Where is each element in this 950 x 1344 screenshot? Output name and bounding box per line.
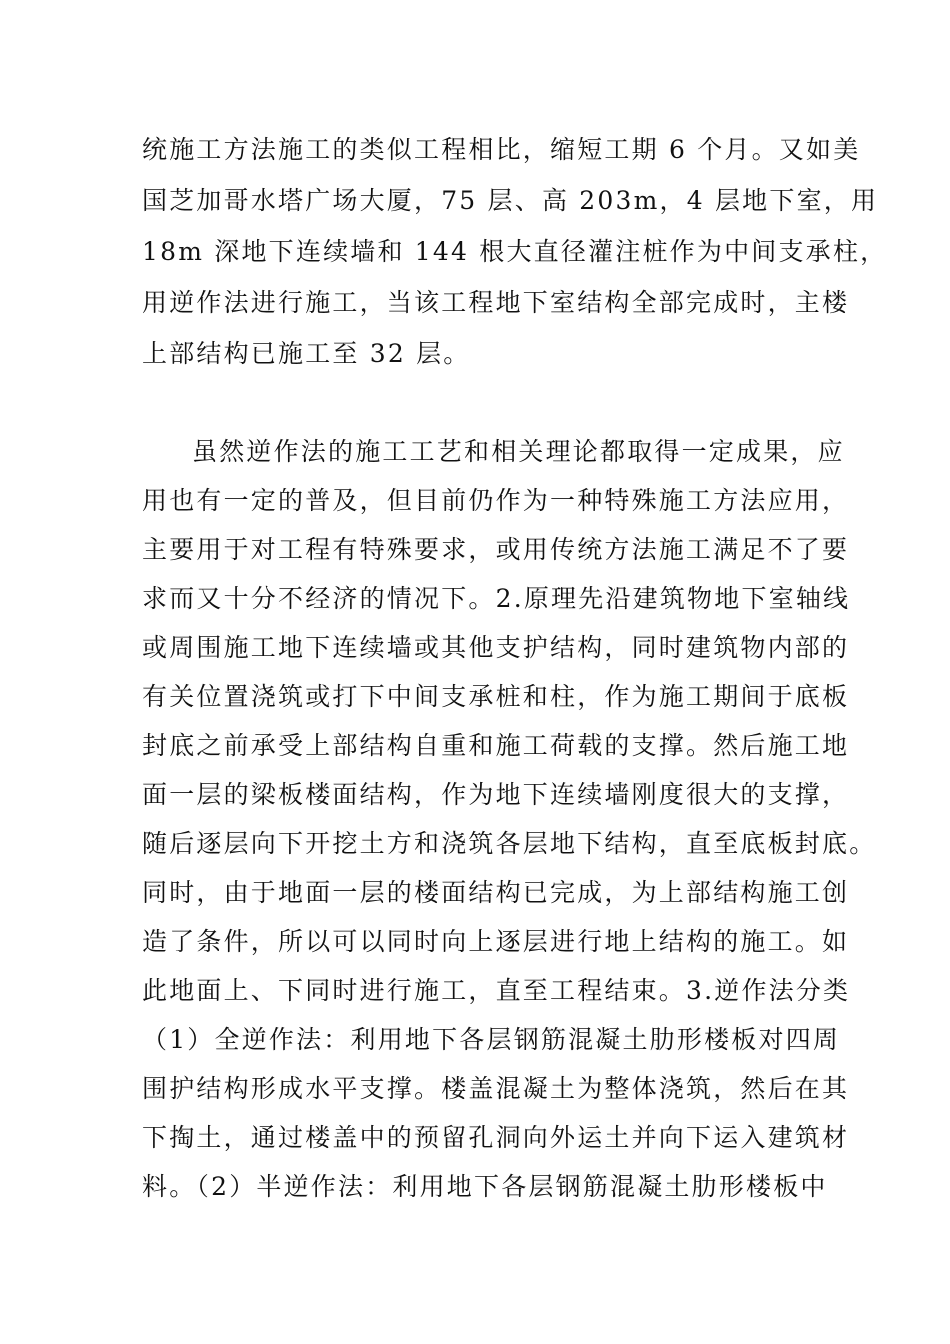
text-line: 上部结构已施工至 32 层。 [142,339,471,368]
text-line: 下掏土，通过楼盖中的预留孔洞向外运土并向下运入建筑材 [142,1123,850,1152]
text-line: 用也有一定的普及，但目前仍作为一种特殊施工方法应用， [142,486,850,515]
text-line: 随后逐层向下开挖土方和浇筑各层地下结构，直至底板封底。 [142,829,877,858]
text-line: 有关位置浇筑或打下中间支承桩和柱，作为施工期间于底板 [142,682,850,711]
text-line: （1）全逆作法：利用地下各层钢筋混凝土肋形楼板对四周 [142,1025,841,1054]
text-line: 求而又十分不经济的情况下。2.原理先沿建筑物地下室轴线 [142,584,851,613]
text-line: 料。（2）半逆作法：利用地下各层钢筋混凝土肋形楼板中 [142,1172,828,1201]
text-line: 造了条件，所以可以同时向上逐层进行地上结构的施工。如 [142,927,850,956]
text-line: 国芝加哥水塔广场大厦，75 层、高 203m，4 层地下室，用 [142,186,879,215]
text-line: 同时，由于地面一层的楼面结构已完成，为上部结构施工创 [142,878,850,907]
text-line: 主要用于对工程有特殊要求，或用传统方法施工满足不了要 [142,535,850,564]
text-line: 统施工方法施工的类似工程相比，缩短工期 6 个月。又如美 [142,135,861,164]
text-line: 用逆作法进行施工，当该工程地下室结构全部完成时，主楼 [142,288,850,317]
text-line: 或周围施工地下连续墙或其他支护结构，同时建筑物内部的 [142,633,850,662]
text-line: 封底之前承受上部结构自重和施工荷载的支撑。然后施工地 [142,731,850,760]
text-line: 18m 深地下连续墙和 144 根大直径灌注桩作为中间支承柱， [142,237,888,266]
text-line: 围护结构形成水平支撑。楼盖混凝土为整体浇筑，然后在其 [142,1074,850,1103]
text-line: 面一层的梁板楼面结构，作为地下连续墙刚度很大的支撑， [142,780,850,809]
text-line: 此地面上、下同时进行施工，直至工程结束。3.逆作法分类 [142,976,851,1005]
text-line: 虽然逆作法的施工工艺和相关理论都取得一定成果，应 [192,437,845,466]
